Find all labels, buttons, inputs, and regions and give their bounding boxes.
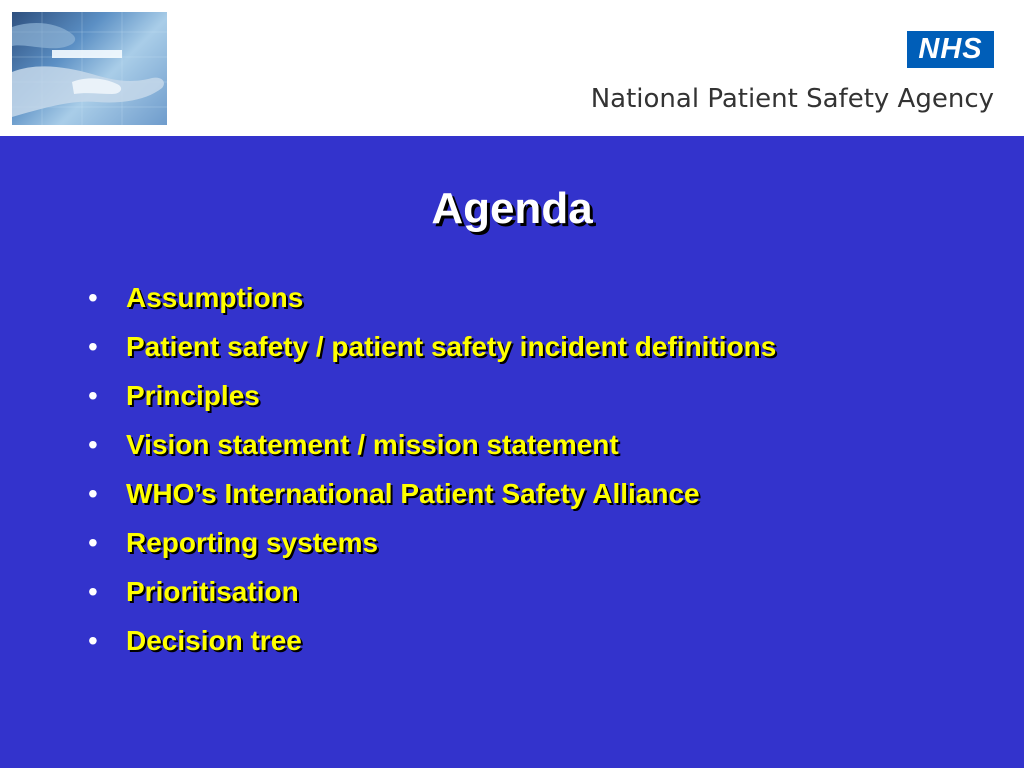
- list-item-label: Prioritisation: [126, 576, 299, 607]
- list-item-label: Vision statement / mission statement: [126, 429, 619, 460]
- list-item: [88, 527, 776, 576]
- hands-icon: [12, 12, 167, 125]
- bullet-icon: •: [88, 527, 98, 558]
- list-item: [88, 478, 776, 527]
- bullet-icon: •: [88, 625, 98, 656]
- list-item: [88, 429, 776, 478]
- list-item-label: Reporting systems: [126, 527, 379, 558]
- nhs-logo-text: NHS: [918, 33, 983, 65]
- bullet-icon: •: [88, 576, 98, 607]
- bullet-icon: •: [88, 478, 98, 509]
- list-item: [88, 331, 776, 380]
- bullet-icon: •: [88, 331, 98, 362]
- bullet-icon: •: [88, 429, 98, 460]
- list-item-label: Assumptions: [126, 282, 304, 313]
- nhs-logo: [907, 31, 994, 68]
- bullet-icon: •: [88, 282, 98, 313]
- list-item-label: Principles: [126, 380, 260, 411]
- slide-body: [0, 136, 1024, 768]
- list-item-label: Decision tree: [126, 625, 302, 656]
- bullet-icon: •: [88, 380, 98, 411]
- agenda-list: [88, 282, 776, 674]
- list-item-label: Patient safety / patient safety incident definitions: [126, 331, 777, 362]
- list-item: [88, 380, 776, 429]
- list-item: [88, 576, 776, 625]
- slide-title: Agenda: [431, 184, 593, 233]
- list-item: [88, 282, 776, 331]
- agency-name: National Patient Safety Agency: [590, 84, 994, 114]
- slide-header: [0, 0, 1024, 136]
- list-item: [88, 625, 776, 674]
- list-item-label: WHO’s International Patient Safety Alliance: [126, 478, 700, 509]
